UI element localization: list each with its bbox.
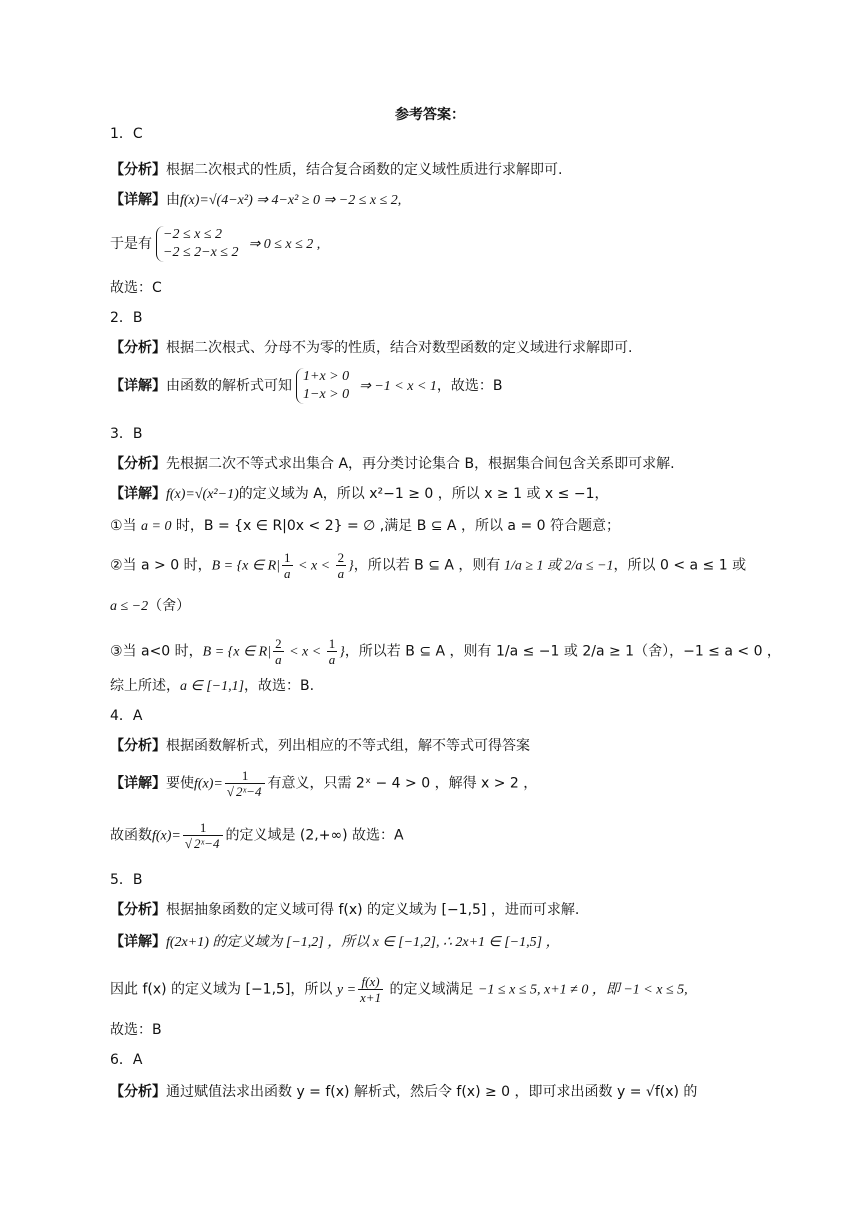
q3-analysis: 【分析】先根据二次不等式求出集合 A，再分类讨论集合 B，根据集合间包含关系即可求解. — [110, 456, 675, 472]
q3-case2: ②当 a > 0 时，B = {x ∈ R| $\frac{1}{a}$ < x < $\frac{2}{a}$ }，所以若 B ⊆ A ，则有 1/a ≥ 1 或 2/a ≤ −1，所以 0 < a ≤ 1 或 — [110, 550, 747, 581]
analysis-label: 【分析】 — [110, 162, 166, 178]
q2-analysis: 【分析】根据二次根式、分母不为零的性质，结合对数型函数的定义域进行求解即可. — [110, 340, 633, 356]
q3-detail: 【详解】f(x)=√(x²−1)的定义域为 A，所以 x²−1 ≥ 0 ，所以 x ≥ 1 或 x ≤ −1， — [110, 486, 609, 502]
q1-system: 于是有 −2 ≤ x ≤ 2 −2 ≤ 2−x ≤ 2 ⇒ 0 ≤ x ≤ 2 , — [110, 227, 321, 260]
q1-system-brace: −2 ≤ x ≤ 2 −2 ≤ 2−x ≤ 2 — [156, 226, 244, 262]
q6-answer: 6．A — [110, 1052, 143, 1068]
q6-analysis: 【分析】通过赋值法求出函数 y = f(x) 解析式，然后令 f(x) ≥ 0 ，即可求出函数 y = √f(x) 的 — [110, 1084, 698, 1100]
q1-detail: 【详解】由f(x)=√(4−x²) ⇒ 4−x² ≥ 0 ⇒ −2 ≤ x ≤ 2, — [110, 192, 402, 208]
q4-conclusion: 故函数f(x)= $\frac{1}{\text{√ 2ˣ−4}}$ 的定义域是 (2,+∞) 故选：A — [110, 820, 404, 851]
q1-analysis: 【分析】根据二次根式的性质，结合复合函数的定义域性质进行求解即可. — [110, 162, 563, 178]
q4-detail: 【详解】要使f(x)= $\frac{1}{\text{√ 2ˣ−4}}$ 有意义，只需 2ˣ − 4 > 0 ，解得 x > 2 ， — [110, 768, 538, 799]
q3-case2-rest: a ≤ −2（舍） — [110, 598, 191, 614]
q4-answer: 4．A — [110, 708, 143, 724]
q5-derivation: 因此 f(x) 的定义域为 [−1,5]，所以 y = $\frac{f(x)}{x+1}$ 的定义域满足 −1 ≤ x ≤ 5, x+1 ≠ 0 ，即 −1 < x ≤ 5, — [110, 974, 688, 1005]
q1-answer: 1．C — [110, 126, 143, 142]
q2-answer: 2．B — [110, 310, 143, 326]
q3-case1: ①当 a = 0 时，B = {x ∈ R|0x < 2} = ∅ ,满足 B ⊆ A ，所以 a = 0 符合题意； — [110, 518, 620, 534]
q3-answer: 3．B — [110, 426, 143, 442]
q4-analysis: 【分析】根据函数解析式，列出相应的不等式组，解不等式可得答案 — [110, 738, 530, 754]
q5-analysis: 【分析】根据抽象函数的定义域可得 f(x) 的定义域为 [−1,5] ，进而可求解. — [110, 902, 580, 918]
q2-detail: 【详解】由函数的解析式可知 1+x > 0 1−x > 0 ⇒ −1 < x < 1，故选：B — [110, 369, 503, 402]
q3-case3: ③当 a<0 时，B = {x ∈ R| $\frac{2}{a}$ < x < $\frac{1}{a}$ }，所以若 B ⊆ A ，则有 1/a ≤ −1 或 2/a ≥ 1（舍），−1 ≤ a < 0 ， — [110, 636, 781, 667]
q3-summary: 综上所述，a ∈ [−1,1]，故选：B. — [110, 678, 315, 694]
q5-answer: 5．B — [110, 872, 143, 888]
q5-choice: 故选：B — [110, 1022, 162, 1038]
q1-choice: 故选：C — [110, 280, 162, 296]
detail-label: 【详解】 — [110, 192, 166, 208]
q5-detail: 【详解】f(2x+1) 的定义域为 [−1,2] ，所以 x ∈ [−1,2], ∴ 2x+1 ∈ [−1,5] ， — [110, 934, 560, 950]
q2-system-brace: 1+x > 0 1−x > 0 — [296, 368, 355, 404]
page-title: 参考答案： — [395, 107, 465, 123]
